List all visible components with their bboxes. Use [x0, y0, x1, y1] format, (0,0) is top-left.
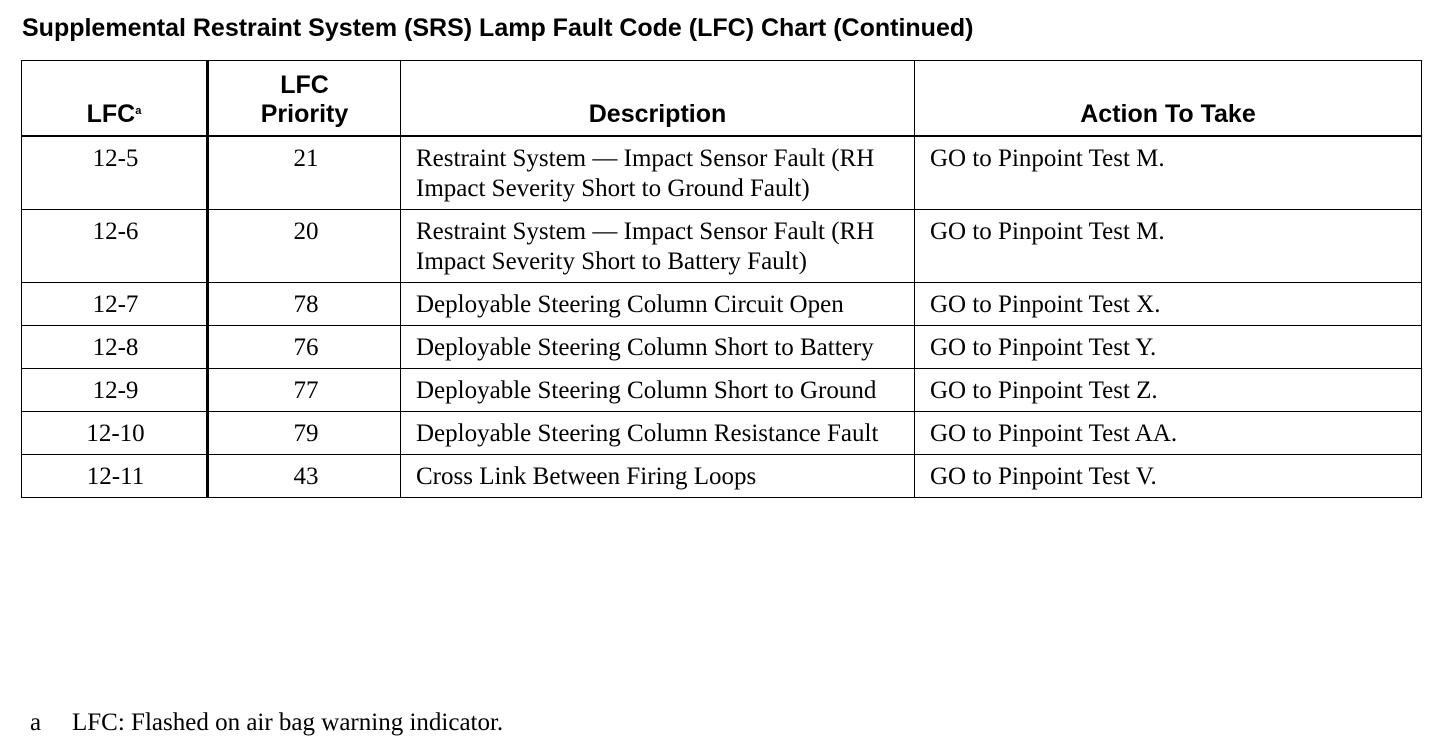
lfc-chart-table	[21, 60, 1422, 498]
priority-cell: 79	[208, 412, 401, 455]
lfc-code-cell: 12-10	[22, 412, 208, 455]
column-header-priority	[208, 61, 401, 137]
footnote-text: LFC: Flashed on air bag warning indicator.	[72, 709, 504, 736]
column-header-action: Action To Take	[915, 61, 1422, 137]
action-cell: GO to Pinpoint Test V.	[915, 455, 1422, 498]
description-cell: Cross Link Between Firing Loops	[401, 455, 915, 498]
lfc-code-cell: 12-9	[22, 369, 208, 412]
column-header-priority-line2: Priority	[260, 100, 349, 128]
column-header-lfc-label: LFC	[86, 100, 136, 128]
footnote-marker: a	[30, 709, 42, 736]
action-cell: GO to Pinpoint Test M.	[915, 136, 1422, 210]
page-title: Supplemental Restraint System (SRS) Lamp Fault Code (LFC) Chart (Continued)	[22, 14, 974, 42]
table-row	[22, 136, 1422, 210]
table-row	[22, 412, 1422, 455]
column-header-description: Description	[401, 61, 915, 137]
priority-cell: 78	[208, 283, 401, 326]
action-cell: GO to Pinpoint Test Z.	[915, 369, 1422, 412]
table-footnote	[30, 709, 503, 737]
action-cell: GO to Pinpoint Test Y.	[915, 326, 1422, 369]
table-row	[22, 283, 1422, 326]
action-cell: GO to Pinpoint Test X.	[915, 283, 1422, 326]
action-cell: GO to Pinpoint Test M.	[915, 210, 1422, 283]
table-row	[22, 369, 1422, 412]
priority-cell: 20	[208, 210, 401, 283]
description-cell: Deployable Steering Column Short to Ground	[401, 369, 915, 412]
action-cell: GO to Pinpoint Test AA.	[915, 412, 1422, 455]
table-row	[22, 210, 1422, 283]
lfc-code-cell: 12-6	[22, 210, 208, 283]
table-row	[22, 455, 1422, 498]
description-cell: Deployable Steering Column Resistance Fault	[401, 412, 915, 455]
column-header-lfc	[22, 61, 208, 137]
priority-cell: 76	[208, 326, 401, 369]
priority-cell: 77	[208, 369, 401, 412]
lfc-code-cell: 12-8	[22, 326, 208, 369]
lfc-code-cell: 12-7	[22, 283, 208, 326]
lfc-code-cell: 12-11	[22, 455, 208, 498]
description-cell: Restraint System — Impact Sensor Fault (RH Impact Severity Short to Battery Fault)	[401, 210, 915, 283]
footnote-reference: a	[135, 105, 142, 117]
table-row	[22, 326, 1422, 369]
description-cell: Deployable Steering Column Short to Battery	[401, 326, 915, 369]
description-cell: Deployable Steering Column Circuit Open	[401, 283, 915, 326]
lfc-code-cell: 12-5	[22, 136, 208, 210]
column-header-priority-line1: LFC	[280, 71, 329, 99]
table-header-row	[22, 61, 1422, 137]
priority-cell: 43	[208, 455, 401, 498]
priority-cell: 21	[208, 136, 401, 210]
description-cell: Restraint System — Impact Sensor Fault (RH Impact Severity Short to Ground Fault)	[401, 136, 915, 210]
